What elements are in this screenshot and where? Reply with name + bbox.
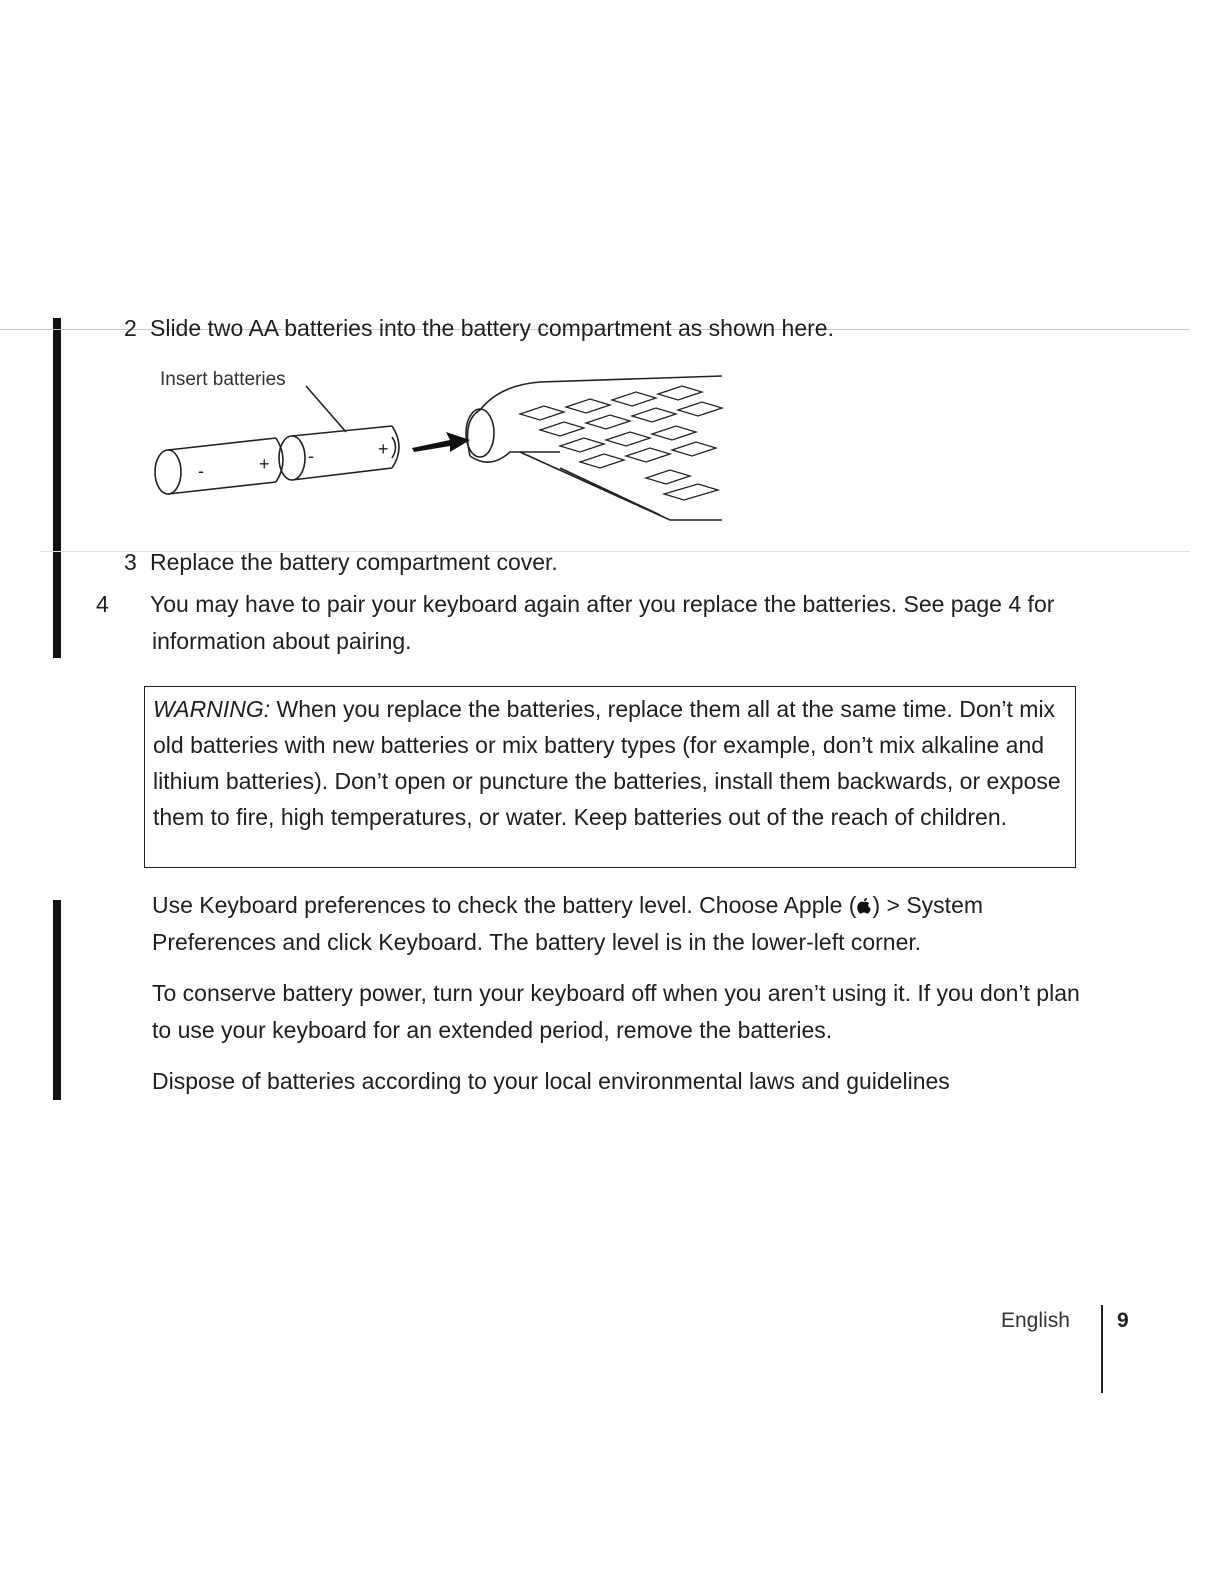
- footer-language: English: [1001, 1309, 1070, 1332]
- step-text: Replace the battery compartment cover.: [150, 549, 558, 575]
- battery1-minus: -: [198, 461, 204, 481]
- conserve-power-paragraph: To conserve battery power, turn your keyboard off when you aren’t using it. If you don’t plan to use your keyboard for an extended period, remove the batteries.: [152, 980, 1080, 1043]
- warning-label: WARNING:: [153, 696, 271, 722]
- page-number: 9: [1117, 1309, 1129, 1332]
- step-number: 4: [96, 591, 109, 617]
- battery1-plus: +: [259, 454, 270, 474]
- battery-level-paragraph: [152, 887, 1102, 961]
- dispose-paragraph: Dispose of batteries according to your local environmental laws and guidelines: [152, 1068, 950, 1094]
- warning-text: When you replace the batteries, replace them all at the same time. Don’t mix old batteries with new batteries or mix battery types (for example, don’t mix alkaline and lithium batteries). Don’t open or puncture the batteries, install them backwards, or expose them to fire, high temperatures, or water. Keep batteries out of the reach of children.: [153, 696, 1061, 830]
- footer-divider: [1101, 1305, 1103, 1393]
- paragraph-text-after: ) > System Preferences and click Keyboard. The battery level is in the lower-left corner.: [152, 892, 984, 955]
- step-text: Slide two AA batteries into the battery compartment as shown here.: [150, 315, 834, 341]
- illustration-caption: Insert batteries: [160, 369, 286, 390]
- warning-box: [144, 686, 1076, 868]
- battery2-minus: -: [308, 446, 314, 466]
- battery2-plus: +: [378, 439, 389, 459]
- step-3: [124, 544, 1084, 581]
- apple-logo-icon: [856, 889, 872, 907]
- step-4: [96, 586, 1112, 660]
- paragraph-text-before: Use Keyboard preferences to check the battery level. Choose Apple (: [152, 892, 857, 918]
- step-number: 2: [124, 315, 137, 341]
- step-number: 3: [124, 549, 137, 575]
- step-text: You may have to pair your keyboard again after you replace the batteries. See page 4 for information about pairing.: [150, 591, 1055, 654]
